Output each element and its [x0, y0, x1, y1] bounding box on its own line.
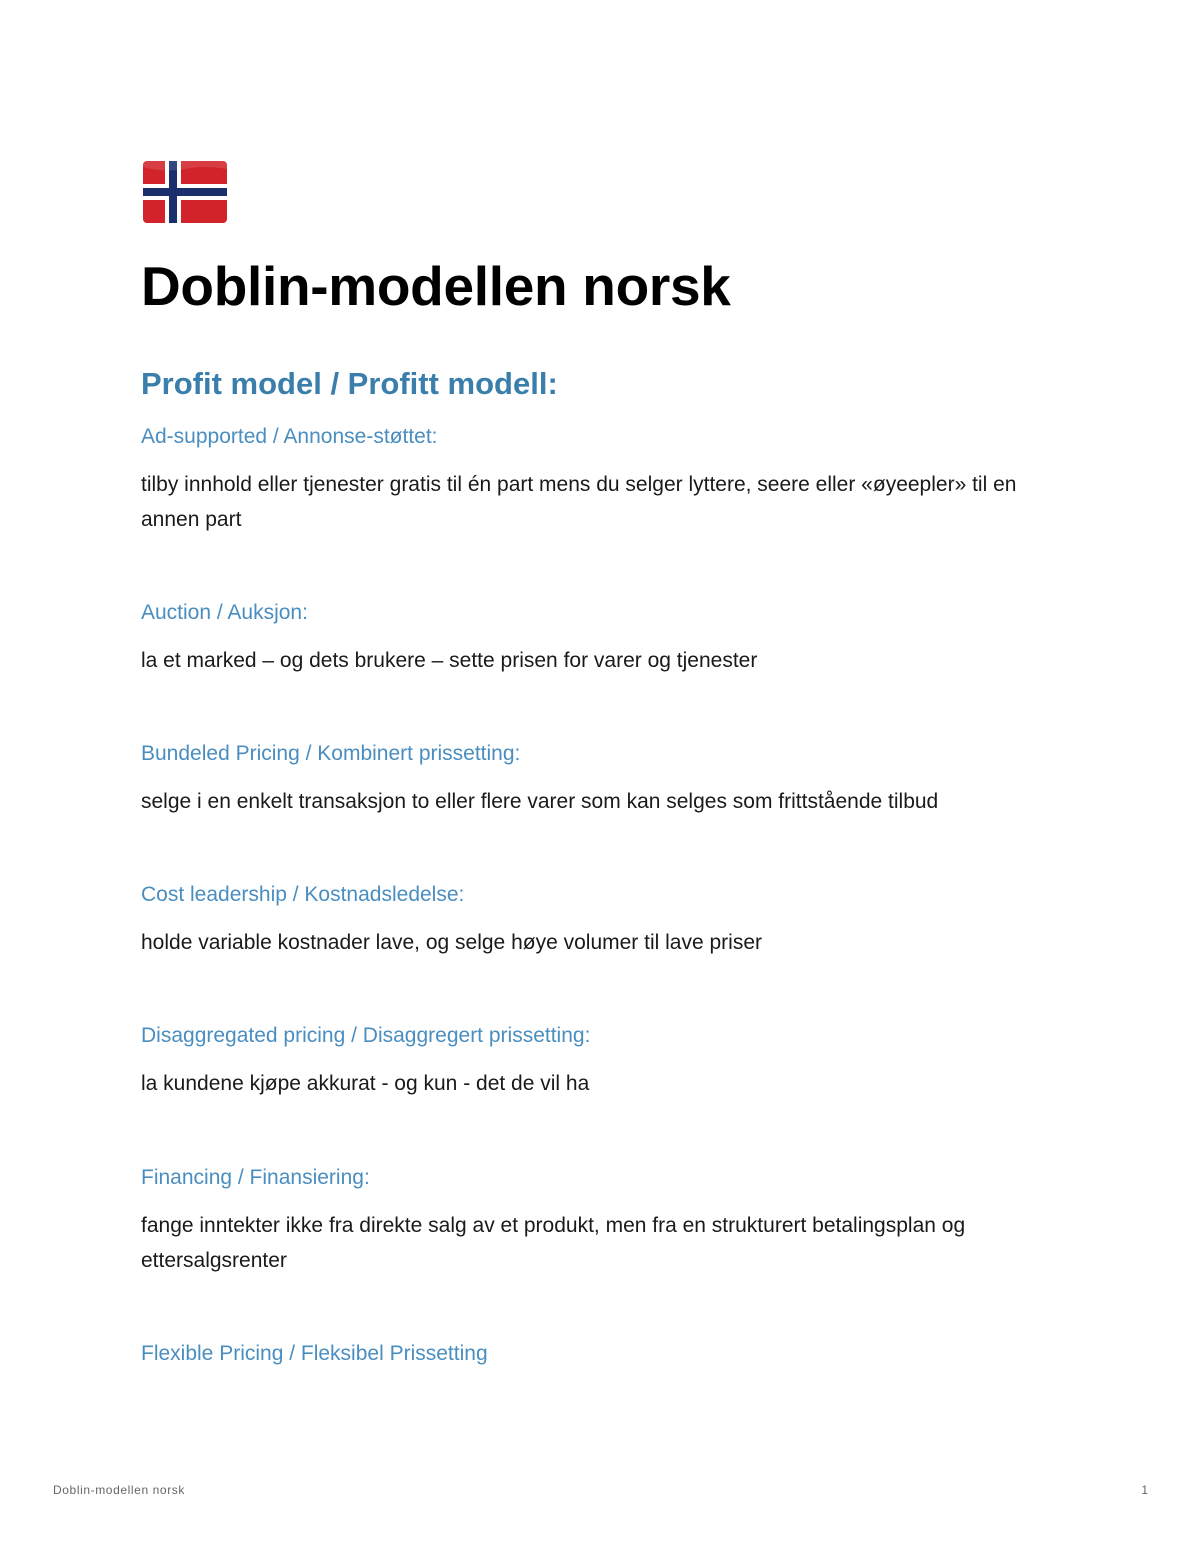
entry-heading-bundeled-pricing: Bundeled Pricing / Kombinert prissetting: [141, 742, 521, 765]
entry-body-auction: la et marked – og dets brukere – sette prisen for varer og tjenester [141, 649, 758, 672]
entry-body-financing: fange inntekter ikke fra direkte salg av et produkt, men fra en strukturert betalingsplan og ettersalgsrenter [141, 1214, 966, 1272]
footer-page-number: 1 [1141, 1483, 1148, 1497]
norway-flag-icon [143, 161, 227, 223]
entry-body-bundeled-pricing: selge i en enkelt transaksjon to eller flere varer som kan selges som frittstående tilbud [141, 790, 939, 813]
entry-heading-ad-supported: Ad-supported / Annonse-støttet: [141, 425, 438, 448]
section-title: Profit model / Profitt modell: [141, 366, 558, 401]
entry-heading-auction: Auction / Auksjon: [141, 601, 308, 624]
entry-heading-disaggregated-pricing: Disaggregated pricing / Disaggregert prissetting: [141, 1024, 591, 1047]
entry-heading-financing: Financing / Finansiering: [141, 1166, 370, 1189]
entry-body-ad-supported: tilby innhold eller tjenester gratis til én part mens du selger lyttere, seere eller «øyeepler» til en annen part [141, 473, 1017, 531]
entry-heading-flexible-pricing: Flexible Pricing / Fleksibel Prissetting [141, 1342, 488, 1365]
document-title: Doblin-modellen norsk [141, 255, 731, 317]
entry-body-disaggregated-pricing: la kundene kjøpe akkurat - og kun - det de vil ha [141, 1072, 590, 1095]
entry-heading-cost-leadership: Cost leadership / Kostnadsledelse: [141, 883, 465, 906]
entry-body-cost-leadership: holde variable kostnader lave, og selge høye volumer til lave priser [141, 931, 762, 954]
footer-document-title: Doblin-modellen norsk [53, 1483, 185, 1497]
